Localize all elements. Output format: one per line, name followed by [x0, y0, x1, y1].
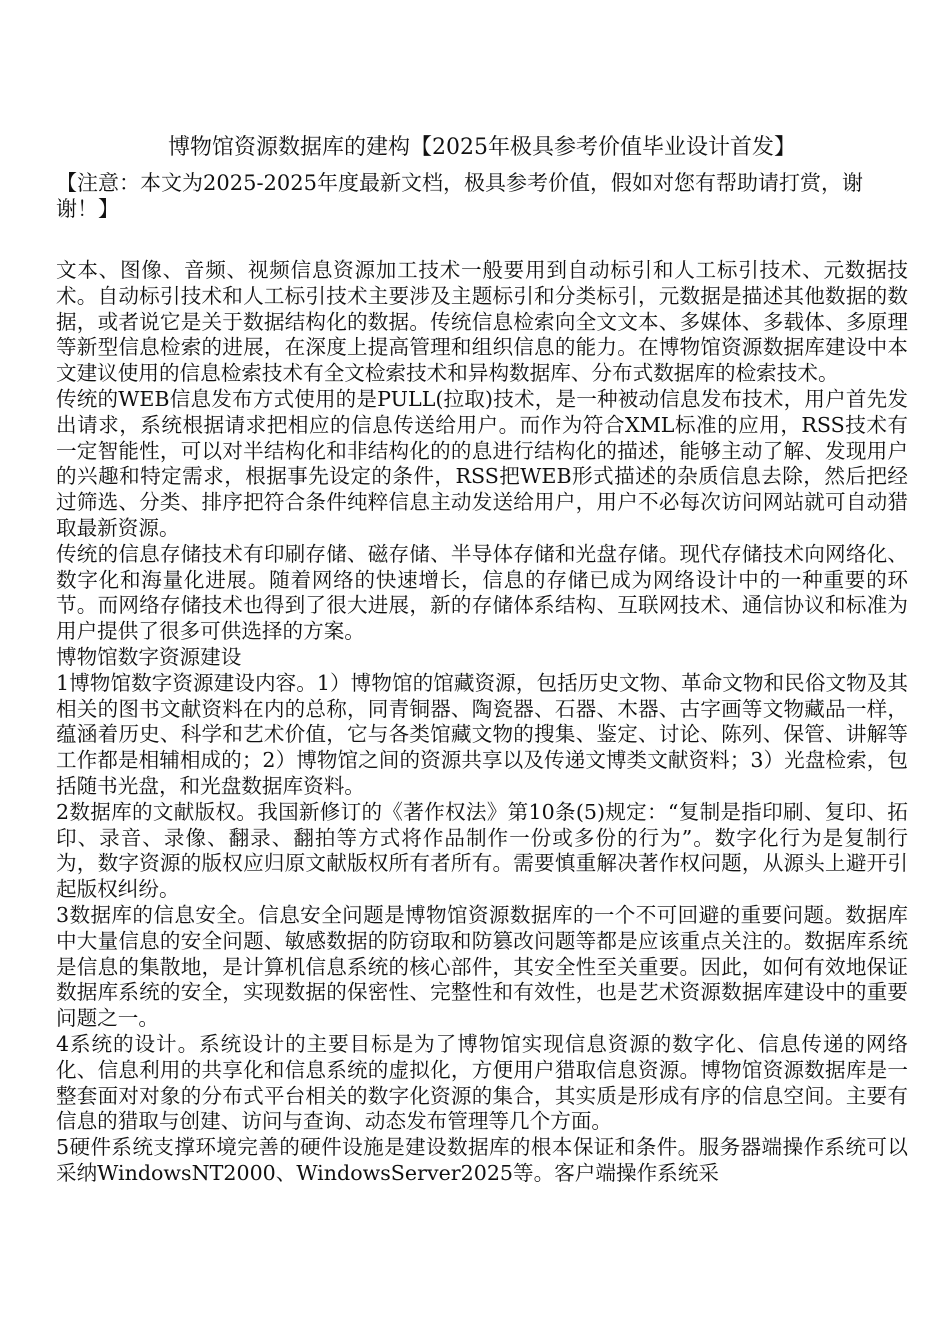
- paragraph-item-1-content: 1博物馆数字资源建设内容。1）博物馆的馆藏资源，包括历史文物、革命文物和民俗文物及其相关的图书文献资料在内的总称，同青铜器、陶瓷器、石器、木器、古字画等文物藏品一样，蕴涵着历史、科学和艺术价值，它与各类馆藏文物的搜集、鉴定、讨论、陈列、保管、讲解等工作都是相辅相成的；2）博物馆之间的资源共享以及传递文博类文献资料；3）光盘检索，包括随书光盘，和光盘数据库资料。: [56, 670, 908, 798]
- paragraph-item-3-security: 3数据库的信息安全。信息安全问题是博物馆资源数据库的一个不可回避的重要问题。数据库中大量信息的安全问题、敏感数据的防窃取和防篡改问题等都是应该重点关注的。数据库系统是信息的集散地，是计算机信息系统的核心部件，其安全性至关重要。因此，如何有效地保证数据库系统的安全，实现数据的保密性、完整性和有效性，也是艺术资源数据库建设中的重要问题之一。: [56, 902, 908, 1031]
- paragraph-resource-processing: 文本、图像、音频、视频信息资源加工技术一般要用到自动标引和人工标引技术、元数据技术。自动标引技术和人工标引技术主要涉及主题标引和分类标引，元数据是描述其他数据的数据，或者说它是关于数据结构化的数据。传统信息检索向全文文本、多媒体、多载体、多原理等新型信息检索的进展，在深度上提高管理和组织信息的能力。在博物馆资源数据库建设中本文建议使用的信息检索技术有全文检索技术和异构数据库、分布式数据库的检索技术。: [56, 258, 908, 386]
- document-body: [56, 258, 908, 1187]
- section-heading-digital-resources: 博物馆数字资源建设: [56, 644, 242, 669]
- document-page: [56, 128, 908, 1187]
- document-notice: 【注意：本文为2025-2025年度最新文档，极具参考价值，假如对您有帮助请打赏，谢谢！】: [56, 171, 863, 221]
- document-title: 博物馆资源数据库的建构【2025年极具参考价值毕业设计首发】: [168, 135, 796, 160]
- paragraph-item-2-copyright: 2数据库的文献版权。我国新修订的《著作权法》第10条(5)规定：“复制是指印刷、复印、拓印、录音、录像、翻录、翻拍等方式将作品制作一份或多份的行为”。数字化行为是复制行为，数字资源的版权应归原文献版权所有者所有。需要慎重解决著作权问题，从源头上避开引起版权纠纷。: [56, 799, 908, 902]
- paragraph-item-4-system-design: 4系统的设计。系统设计的主要目标是为了博物馆实现信息资源的数字化、信息传递的网络化、信息利用的共享化和信息系统的虚拟化，方便用户猎取信息资源。博物馆资源数据库是一整套面对对象的分布式平台相关的数字化资源的集合，其实质是形成有序的信息空间。主要有信息的猎取与创建、访问与查询、动态发布管理等几个方面。: [56, 1031, 908, 1134]
- paragraph-rss-publishing: 传统的WEB信息发布方式使用的是PULL(拉取)技术，是一种被动信息发布技术，用户首先发出请求，系统根据请求把相应的信息传送给用户。而作为符合XML标准的应用，RSS技术有一定智能性，可以对半结构化和非结构化的的息进行结构化的描述，能够主动了解、发现用户的兴趣和特定需求，根据事先设定的条件，RSS把WEB形式描述的杂质信息去除，然后把经过筛选、分类、排序把符合条件纯粹信息主动发送给用户，用户不必每次访问网站就可自动猎取最新资源。: [56, 386, 908, 540]
- paragraph-item-5-hardware: 5硬件系统支撑环境完善的硬件设施是建设数据库的根本保证和条件。服务器端操作系统可以采纳WindowsNT2000、WindowsServer2025等。客户端操作系统采: [56, 1135, 908, 1185]
- paragraph-storage-technology: 传统的信息存储技术有印刷存储、磁存储、半导体存储和光盘存储。现代存储技术向网络化、数字化和海量化进展。随着网络的快速增长，信息的存储已成为网络设计中的一种重要的环节。而网络存储技术也得到了很大进展，新的存储体系结构、互联网技术、通信协议和标准为用户提供了很多可供选择的方案。: [56, 541, 908, 644]
